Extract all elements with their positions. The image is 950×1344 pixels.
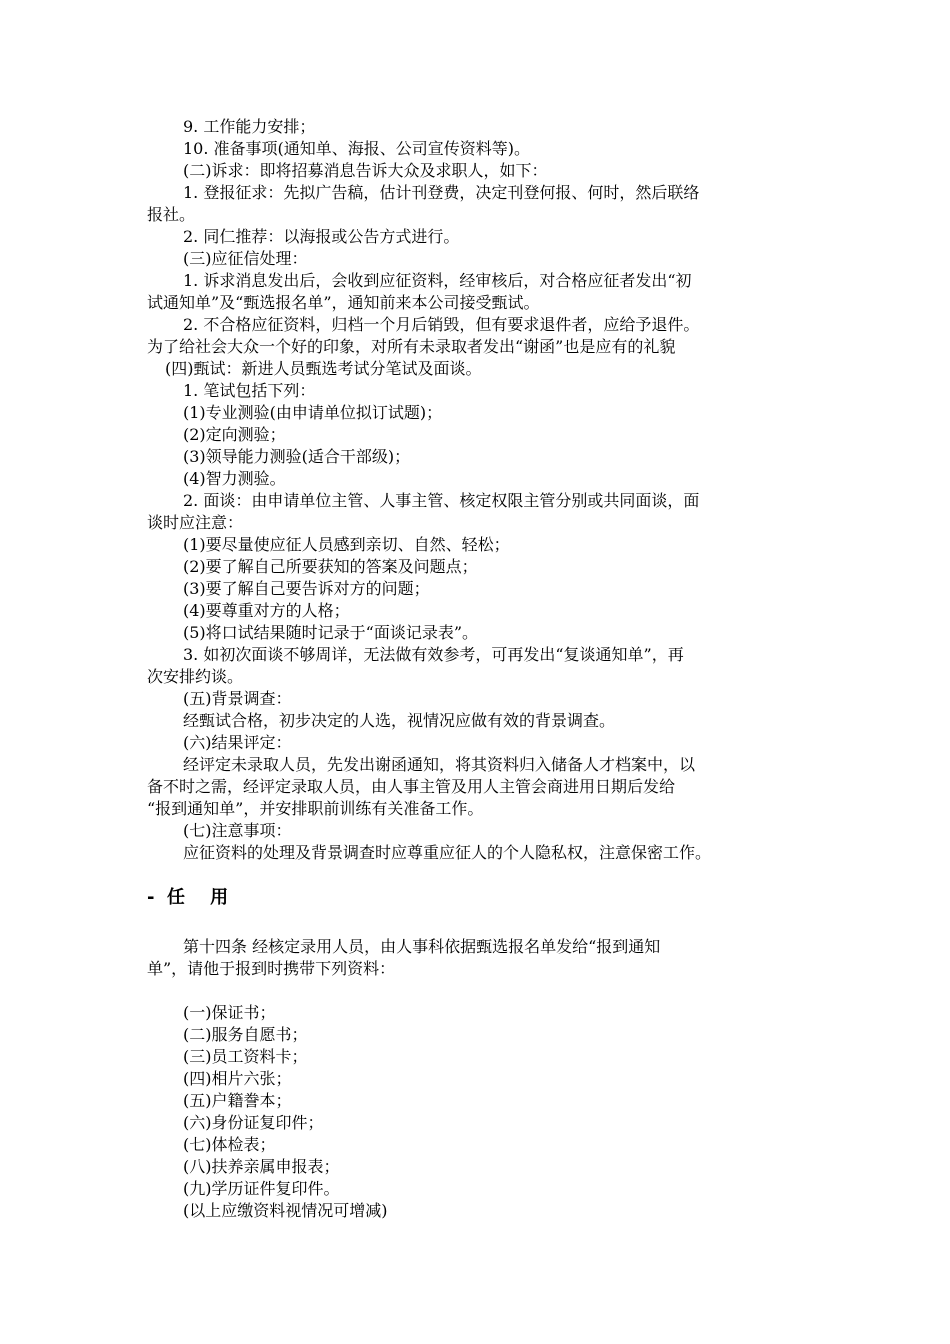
- text-line: (4)智力测验。: [183, 469, 286, 488]
- list-item: (以上应缴资料视情况可增减): [183, 1201, 388, 1220]
- text-line: (3)领导能力测验(适合干部级)；: [183, 447, 411, 466]
- text-line: (六)结果评定：: [183, 733, 292, 752]
- list-item: (六)身份证复印件；: [183, 1113, 324, 1132]
- text-line: (5)将口试结果随时记录于“面谈记录表”。: [183, 623, 479, 642]
- text-line: 1. 笔试包括下列：: [183, 381, 316, 400]
- text-line: 10. 准备事项(通知单、海报、公司宣传资料等)。: [183, 139, 531, 158]
- text-line: 2. 同仁推荐：以海报或公告方式进行。: [183, 227, 460, 246]
- text-line: (4)要尊重对方的人格；: [183, 601, 350, 620]
- list-item: (三)员工资料卡；: [183, 1047, 308, 1066]
- text-line: 试通知单”及“甄选报名单”，通知前来本公司接受甄试。: [147, 293, 540, 312]
- article-line: 第十四条 经核定录用人员，由人事科依据甄选报名单发给“报到通知: [183, 937, 661, 956]
- text-line: (3)要了解自己要告诉对方的问题；: [183, 579, 430, 598]
- text-line: 2. 不合格应征资料，归档一个月后销毁，但有要求退件者，应给予退件。: [183, 315, 700, 334]
- text-line: (五)背景调查：: [183, 689, 292, 708]
- text-line: 经评定未录取人员，先发出谢函通知，将其资料归入储备人才档案中，以: [183, 755, 696, 774]
- text-line: 应征资料的处理及背景调查时应尊重应征人的个人隐私权，注意保密工作。: [183, 843, 712, 862]
- list-item: (二)服务自愿书；: [183, 1025, 308, 1044]
- list-item: (九)学历证件复印件。: [183, 1179, 340, 1198]
- text-line: 次安排约谈。: [147, 667, 244, 686]
- text-line: 经甄试合格，初步决定的人选，视情况应做有效的背景调查。: [183, 711, 616, 730]
- text-line: 9. 工作能力安排；: [183, 117, 316, 136]
- text-line: (三)应征信处理：: [183, 249, 308, 268]
- text-line: 1. 登报征求：先拟广告稿，估计刊登费，决定刊登何报、何时，然后联络: [183, 183, 700, 202]
- text-line: (1)要尽量使应征人员感到亲切、自然、轻松；: [183, 535, 510, 554]
- text-line: “报到通知单”，并安排职前训练有关准备工作。: [147, 799, 484, 818]
- text-line: 1. 诉求消息发出后，会收到应征资料，经审核后，对合格应征者发出“初: [183, 271, 692, 290]
- section-heading: - 任 用: [147, 887, 229, 908]
- text-line: 备不时之需，经评定录取人员，由人事主管及用人主管会商进用日期后发给: [147, 777, 676, 796]
- text-line: (2)定向测验；: [183, 425, 286, 444]
- list-item: (一)保证书；: [183, 1003, 276, 1022]
- list-item: (七)体检表；: [183, 1135, 276, 1154]
- text-line: (七)注意事项：: [183, 821, 292, 840]
- text-line: 3. 如初次面谈不够周详，无法做有效参考，可再发出“复谈通知单”，再: [183, 645, 684, 664]
- article-line: 单”，请他于报到时携带下列资料：: [147, 959, 396, 978]
- text-line: (四)甄试：新进人员甄选考试分笔试及面谈。: [165, 359, 482, 378]
- text-line: 报社。: [147, 205, 196, 224]
- text-line: 谈时应注意：: [147, 513, 244, 532]
- text-line: 为了给社会大众一个好的印象，对所有未录取者发出“谢函”也是应有的礼貌: [147, 337, 676, 356]
- text-line: (2)要了解自己所要获知的答案及问题点；: [183, 557, 478, 576]
- text-line: 2. 面谈：由申请单位主管、人事主管、核定权限主管分别或共同面谈，面: [183, 491, 700, 510]
- list-item: (五)户籍誊本；: [183, 1091, 292, 1110]
- text-line: (二)诉求：即将招募消息告诉大众及求职人，如下：: [183, 161, 548, 180]
- text-line: (1)专业测验(由申请单位拟订试题)；: [183, 403, 443, 422]
- list-item: (八)扶养亲属申报表；: [183, 1157, 340, 1176]
- list-item: (四)相片六张；: [183, 1069, 292, 1088]
